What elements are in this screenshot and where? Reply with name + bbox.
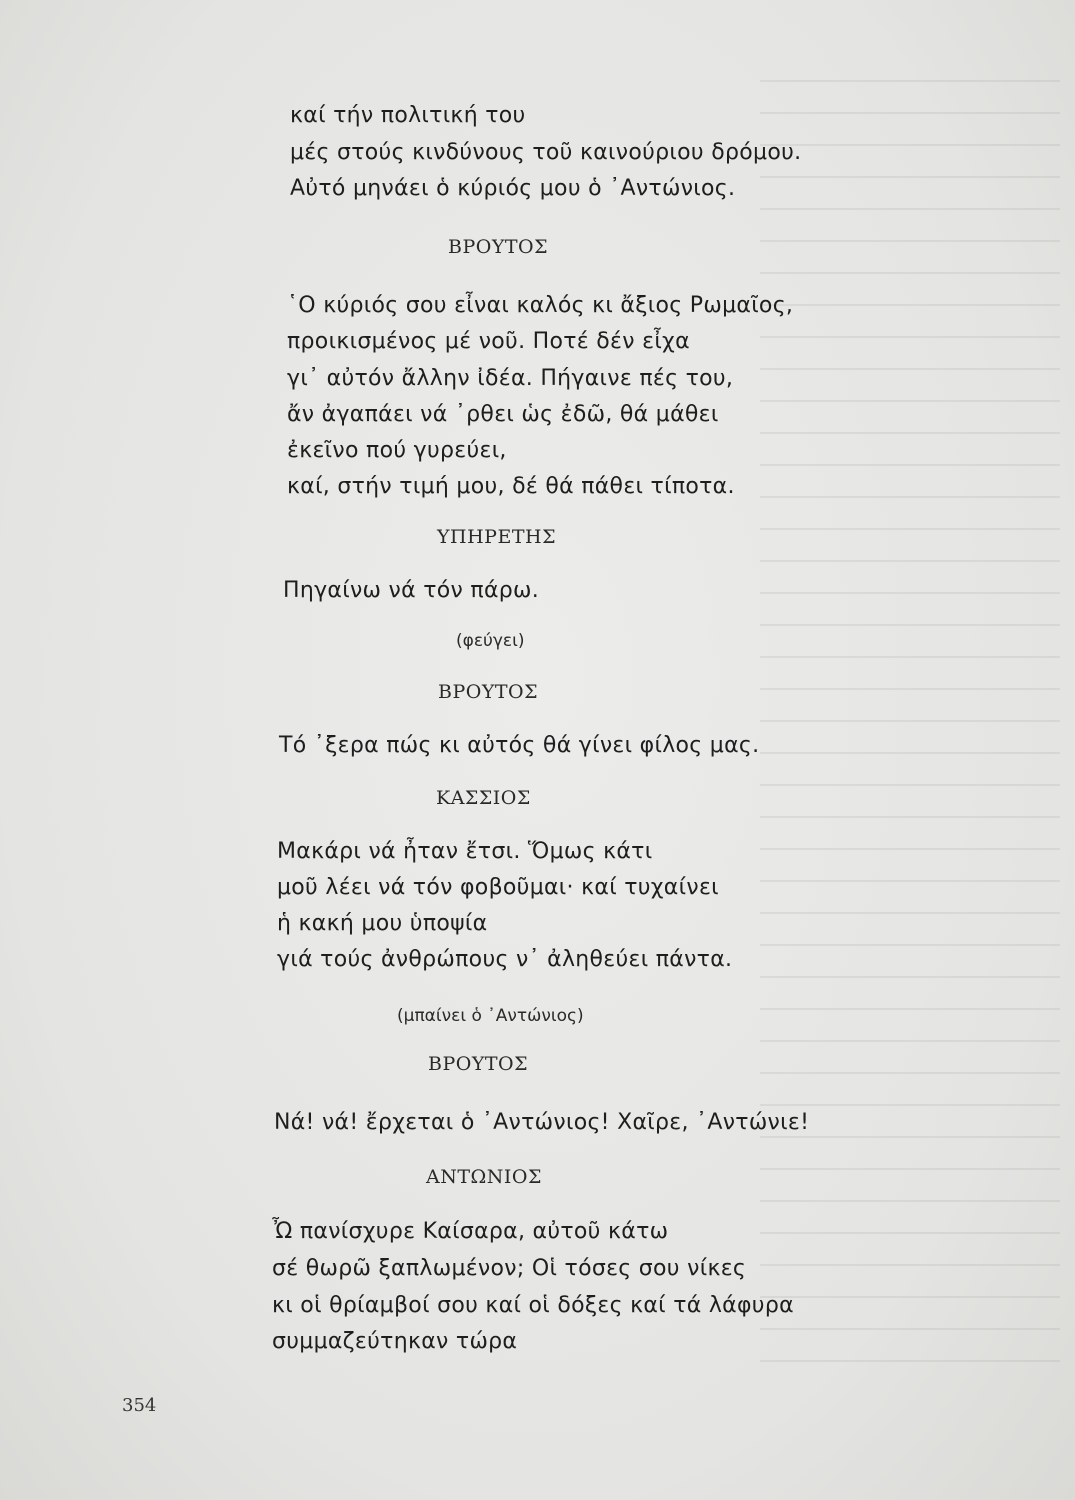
verse-line: σέ θωρῶ ξαπλωμένον; Οἱ τόσες σου νίκες [272, 1256, 747, 1281]
verse-line: Μακάρι νά ἦταν ἔτσι. Ὅμως κάτι [277, 839, 653, 864]
verse-line: συμμαζεύτηκαν τώρα [272, 1329, 518, 1354]
verse-line: κι οἱ θρίαμβοί σου καί οἱ δόξες καί τά λάφυρα [272, 1293, 794, 1318]
verse-line: ῾Ο κύριός σου εἶναι καλός κι ἄξιος Ρωμαῖος, [287, 293, 794, 318]
verse-line: Νά! νά! ἔρχεται ὁ ᾿Αντώνιος! Χαῖρε, ᾿Αντώνιε! [274, 1110, 810, 1135]
bleed-through-text [760, 80, 1060, 1380]
verse-line: προικισμένος μέ νοῦ. Ποτέ δέν εἶχα [287, 329, 690, 354]
verse-line: μές στούς κινδύνους τοῦ καινούριου δρόμου. [290, 140, 802, 165]
verse-line: ἄν ἀγαπάει νά ᾿ρθει ὡς ἐδῶ, θά μάθει [287, 402, 719, 427]
speaker-name: ΒΡΟΥΤΟΣ [438, 681, 539, 703]
page-number: 354 [122, 1395, 157, 1416]
verse-line: καί, στήν τιμή μου, δέ θά πάθει τίποτα. [287, 474, 735, 499]
stage-direction: (φεύγει) [456, 631, 525, 651]
speaker-name: ΒΡΟΥΤΟΣ [448, 236, 549, 258]
verse-line: ἡ κακή μου ὑποψία [277, 911, 488, 936]
verse-line: Πηγαίνω νά τόν πάρω. [283, 578, 540, 603]
verse-line: καί τήν πολιτική του [290, 103, 526, 128]
verse-line: ἐκεῖνο πού γυρεύει, [287, 438, 507, 463]
verse-line: Τό ᾿ξερα πώς κι αὐτός θά γίνει φίλος μας. [279, 733, 760, 758]
speaker-name: ΚΑΣΣΙΟΣ [436, 787, 531, 809]
speaker-name: ΑΝΤΩΝΙΟΣ [426, 1166, 542, 1188]
verse-line: γι᾿ αὐτόν ἄλλην ἰδέα. Πήγαινε πές του, [287, 366, 734, 391]
stage-direction: (μπαίνει ὁ ᾿Αντώνιος) [397, 1006, 584, 1026]
verse-line: μοῦ λέει νά τόν φοβοῦμαι· καί τυχαίνει [277, 875, 719, 900]
verse-line: Ὦ πανίσχυρε Καίσαρα, αὐτοῦ κάτω [272, 1219, 669, 1244]
speaker-name: ΥΠΗΡΕΤΗΣ [437, 526, 557, 548]
verse-line: Αὐτό μηνάει ὁ κύριός μου ὁ ᾿Αντώνιος. [290, 176, 736, 201]
speaker-name: ΒΡΟΥΤΟΣ [428, 1053, 529, 1075]
verse-line: γιά τούς ἀνθρώπους ν᾿ ἀληθεύει πάντα. [277, 947, 733, 972]
